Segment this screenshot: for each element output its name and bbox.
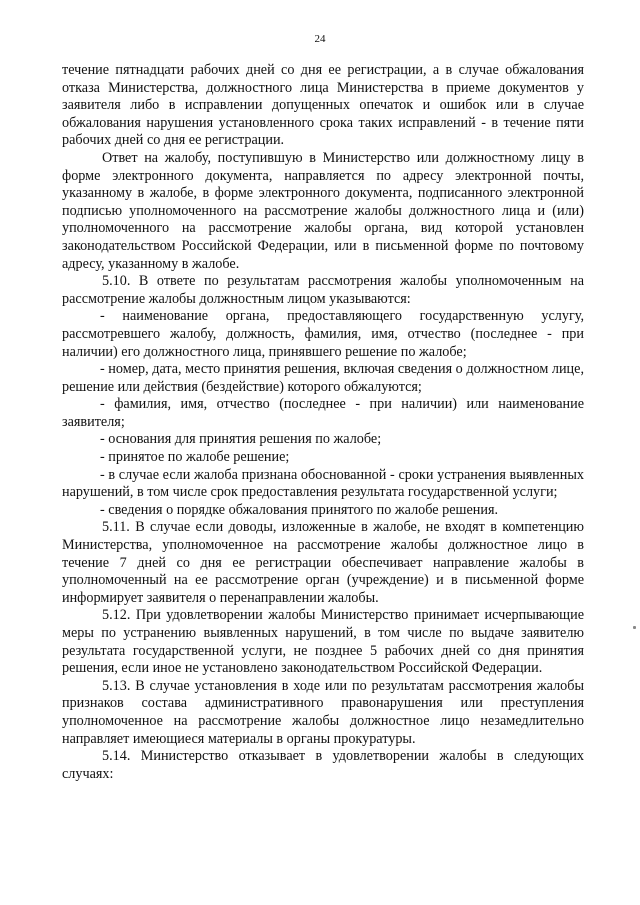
list-item-decision-number: - номер, дата, место принятия решения, включая сведения о должностном лице, решение или действия (бездействие) которого обжалуются; — [62, 361, 584, 395]
list-item-grounds: - основания для принятия решения по жалобе; — [100, 431, 382, 448]
document-body — [62, 62, 584, 783]
list-item-deadlines: - в случае если жалоба признана обоснованной - сроки устранения выявленных нарушений, в том числе срок предоставления результата государственной услуги; — [62, 466, 584, 501]
page-number: 24 — [314, 33, 326, 45]
paragraph-5-10: 5.10. В ответе по результатам рассмотрения жалобы уполномоченным на рассмотрение жалобы должностным лицом указываются: — [62, 273, 584, 307]
paragraph-5-14: 5.14. Министерство отказывает в удовлетворении жалобы в следующих случаях: — [62, 748, 584, 782]
list-item-appeal-procedure: - сведения о порядке обжалования принятого по жалобе решения. — [100, 501, 499, 518]
paragraph-5-12: 5.12. При удовлетворении жалобы Министерство принимает исчерпывающие меры по устранению выявленных нарушений, в том числе по выдаче заявителю результата государственной услуги, не позднее 5 рабочих дней со дня принятия решения, если иное не установлено законодательством Российской Федерации. — [62, 607, 584, 677]
paragraph-electronic-response: Ответ на жалобу, поступившую в Министерство или должностному лицу в форме электронного документа, направляется по адресу электронной почты, указанному в жалобе, в форме электронного документа, подписанного электронной подписью уполномоченного на рассмотрение жалобы должностного лица и (или) уполномоченного на рассмотрение жалобы органа, вид которой установлен законодательством Российской Федерации, или в письменной форме по почтовому адресу, указанному в жалобе. — [62, 149, 584, 272]
scan-speck — [633, 626, 636, 629]
paragraph-5-13: 5.13. В случае установления в ходе или по результатам рассмотрения жалобы признаков состава административного правонарушения или преступления уполномоченное на рассмотрение жалобы должностное лицо незамедлительно направляет имеющиеся материалы в органы прокуратуры. — [62, 677, 584, 747]
paragraph-continuation: течение пятнадцати рабочих дней со дня ее регистрации, а в случае обжалования отказа Министерства, должностного лица Министерства в приеме документов у заявителя либо в исправлении допущенных опечаток и ошибок или в случае обжалования нарушения установленного срока таких исправлений - в течение пяти рабочих дней со дня ее регистрации. — [62, 62, 584, 149]
list-item-applicant-name: - фамилия, имя, отчество (последнее - при наличии) или наименование заявителя; — [62, 396, 584, 430]
list-item-decision: - принятое по жалобе решение; — [100, 449, 290, 466]
list-item-authority-name: - наименование органа, предоставляющего государственную услугу, рассмотревшего жалобу, должность, фамилия, имя, отчество (последнее - при наличии) его должностного лица, принявшего решение по жалобе; — [62, 308, 584, 360]
paragraph-5-11: 5.11. В случае если доводы, изложенные в жалобе, не входят в компетенцию Министерства, уполномоченное на рассмотрение жалобы должностное лицо в течение 7 дней со дня ее регистрации обеспечивает направление жалобы в уполномоченный на ее рассмотрение орган (учреждение) и в письменной форме информирует заявителя о перенаправлении жалобы. — [62, 519, 584, 606]
